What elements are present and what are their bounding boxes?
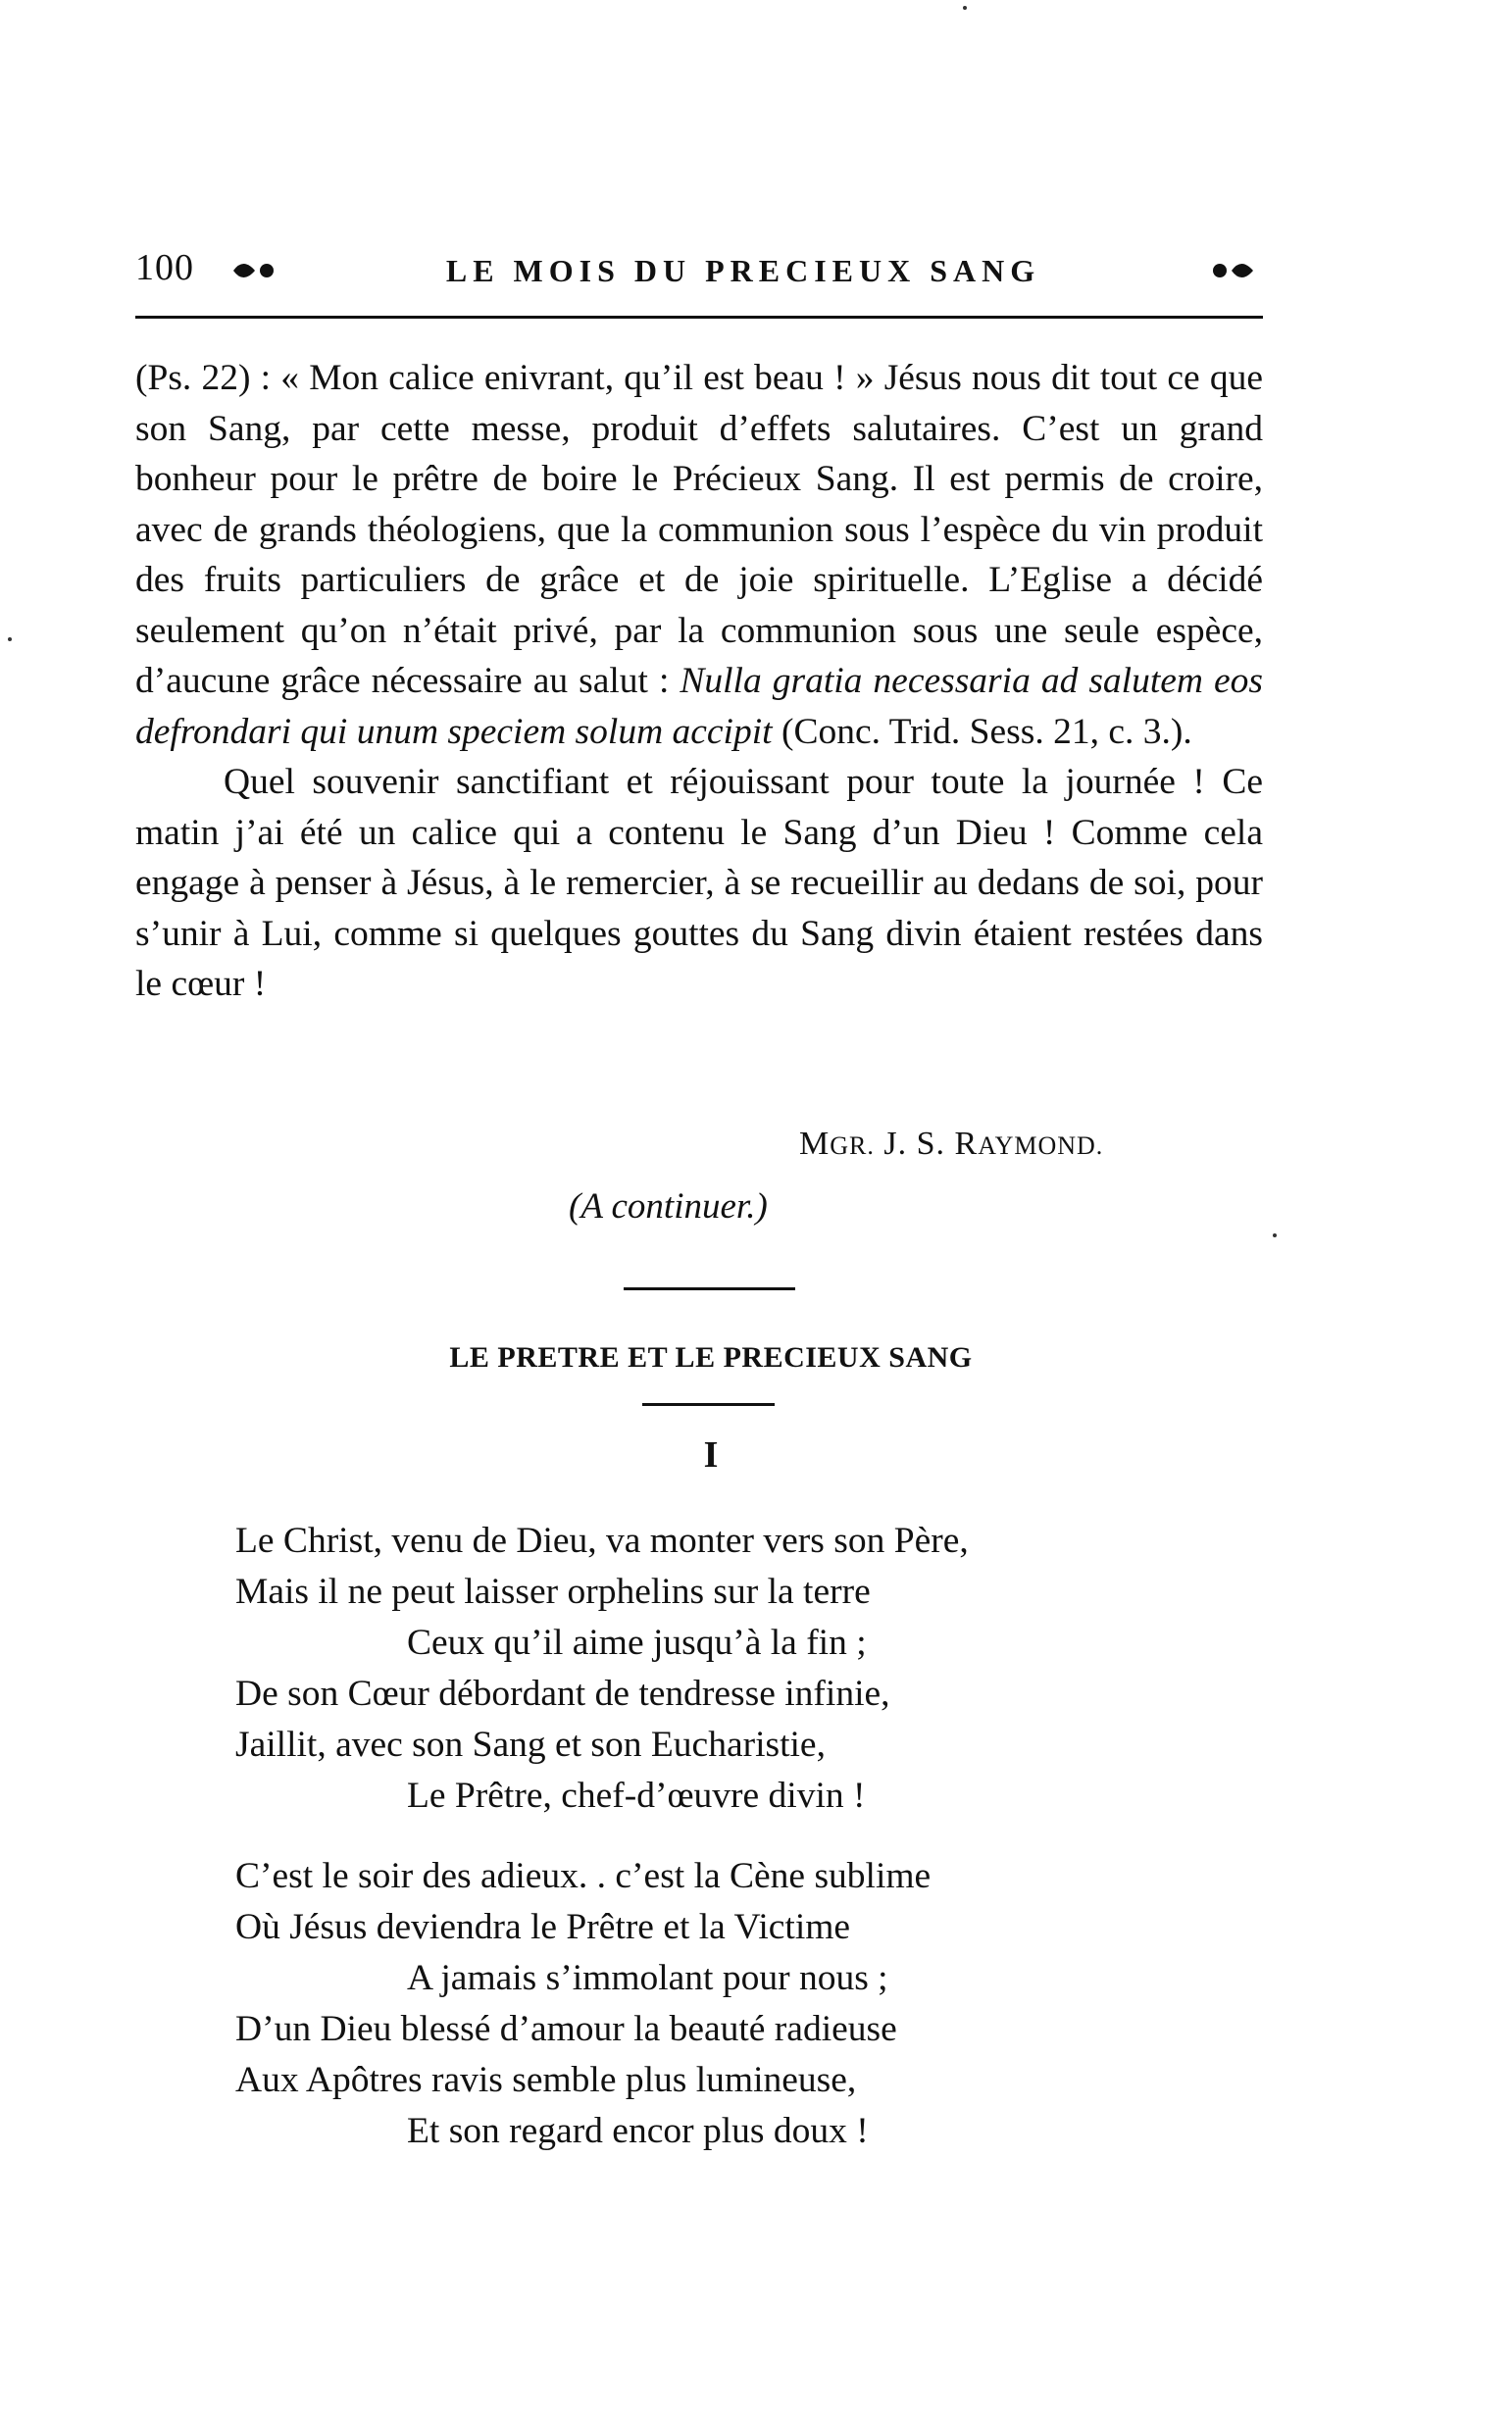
signature-prefix-initial: M bbox=[799, 1126, 831, 1162]
poem-stanza-1 bbox=[235, 1516, 1265, 1822]
paragraph-1 bbox=[135, 353, 1263, 757]
poem-line: A jamais s’immolant pour nous ; bbox=[407, 1958, 888, 1998]
page-number: 100 bbox=[135, 247, 194, 288]
poem-line: Jaillit, avec son Sang et son Eucharistie, bbox=[235, 1725, 826, 1765]
poem-line: C’est le soir des adieux. . c’est la Cène sublime bbox=[235, 1856, 932, 1896]
print-speck bbox=[8, 637, 12, 641]
section-divider bbox=[624, 1287, 795, 1290]
author-signature bbox=[799, 1122, 1103, 1169]
header-rule bbox=[135, 316, 1263, 319]
poem-line: Ceux qu’il aime jusqu’à la fin ; bbox=[407, 1623, 867, 1663]
title-underline bbox=[642, 1403, 775, 1406]
article-text bbox=[135, 353, 1263, 1010]
poem-line: D’un Dieu blessé d’amour la beauté radieuse bbox=[235, 2009, 897, 2049]
poem-line: Et son regard encor plus doux ! bbox=[407, 2111, 869, 2151]
print-speck bbox=[963, 6, 967, 10]
poem-line: Le Christ, venu de Dieu, va monter vers son Père, bbox=[235, 1521, 969, 1561]
stanza-number: I bbox=[703, 1434, 719, 1476]
running-header bbox=[135, 245, 1263, 304]
signature-initials: J. S. bbox=[874, 1126, 955, 1162]
poem-line: Où Jésus deviendra le Prêtre et la Victime bbox=[235, 1907, 851, 1947]
section-title: LE PRETRE ET LE PRECIEUX SANG bbox=[449, 1341, 973, 1374]
signature-name-initial: R bbox=[954, 1126, 979, 1162]
poem-stanza-2 bbox=[235, 1851, 1265, 2157]
council-citation: (Conc. Trid. Sess. 21, c. 3.). bbox=[772, 711, 1192, 752]
poem-line: De son Cœur débordant de tendresse infinie, bbox=[235, 1674, 890, 1714]
poem-line: Aux Apôtres ravis semble plus lumineuse, bbox=[235, 2060, 857, 2100]
poem-line: Mais il ne peut laisser orphelins sur la terre bbox=[235, 1572, 871, 1612]
poem-line: Le Prêtre, chef-d’œuvre divin ! bbox=[407, 1776, 866, 1816]
to-be-continued-note: (A continuer.) bbox=[569, 1186, 768, 1227]
paragraph-1-text: (Ps. 22) : « Mon calice enivrant, qu’il est beau ! » Jésus nous dit tout ce que son Sang, par cette messe, produit d’effets salutaires. C’est un grand bonheur pour le prêtre de boire le Précieux Sang. Il est permis de croire, avec de grands théologiens, que la communion sous l’espèce du vin produit des fruits particuliers de grâce et de joie spirituelle. L’Eglise a décidé seulement qu’on n’était privé, par la communion sous une seule espèce, d’aucune grâce nécessaire au salut : bbox=[135, 358, 1263, 701]
latin-quotation: Nulla gratia necessaria ad salutem eos defrondari qui unum speciem solum accipit bbox=[135, 661, 1263, 752]
decorative-running-title bbox=[224, 251, 1263, 290]
paragraph-2: Quel souvenir sanctifiant et réjouissant pour toute la journée ! Ce matin j’ai été un calice qui a contenu le Sang d’un Dieu ! Comme cela engage à penser à Jésus, à le remercier, à se recueillir au dedans de soi, pour s’unir à Lui, comme si quelques gouttes du Sang divin étaient restées dans le cœur ! bbox=[135, 762, 1263, 1004]
running-title-lettering: LE MOIS DU PRECIEUX SANG bbox=[445, 253, 1041, 288]
signature-name-rest: AYMOND. bbox=[978, 1131, 1104, 1160]
print-speck bbox=[1273, 1233, 1277, 1237]
signature-prefix-rest: GR. bbox=[830, 1131, 875, 1160]
